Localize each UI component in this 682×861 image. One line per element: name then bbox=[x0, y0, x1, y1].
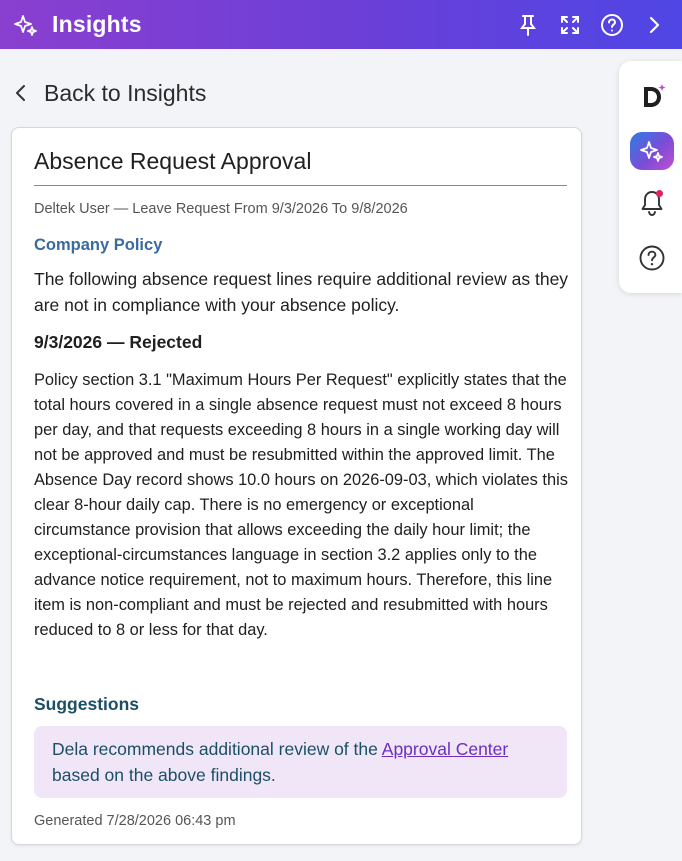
line-status-heading: 9/3/2026 — Rejected bbox=[34, 332, 203, 352]
app-title: Insights bbox=[52, 11, 142, 37]
sparkle-logo-icon bbox=[10, 9, 42, 41]
suggestion-suffix: based on the above findings. bbox=[52, 765, 276, 785]
title-divider bbox=[34, 185, 567, 186]
ai-sparkle-icon[interactable] bbox=[630, 132, 674, 170]
right-rail bbox=[619, 61, 682, 293]
back-to-insights-link[interactable] bbox=[14, 78, 206, 108]
insight-card bbox=[11, 127, 582, 845]
help-icon[interactable] bbox=[630, 238, 674, 278]
deltek-d-icon[interactable] bbox=[630, 77, 674, 117]
expand-icon[interactable] bbox=[556, 11, 584, 39]
help-icon[interactable] bbox=[598, 11, 626, 39]
chevron-right-icon[interactable] bbox=[640, 11, 668, 39]
suggestion-prefix: Dela recommends additional review of the bbox=[52, 739, 382, 759]
generated-timestamp: Generated 7/28/2026 06:43 pm bbox=[34, 813, 236, 829]
approval-center-link[interactable]: Approval Center bbox=[381, 739, 509, 759]
suggestions-heading: Suggestions bbox=[34, 694, 140, 714]
policy-text: The following absence request lines require additional review as they are not in compliance with your absence policy. bbox=[34, 269, 569, 315]
pin-icon[interactable] bbox=[514, 11, 542, 39]
suggestion-box bbox=[34, 726, 567, 798]
line-explanation: Policy section 3.1 "Maximum Hours Per Request" explicitly states that the total hours covered in a single absence request must not exceed 8 hours per day, and that requests exceeding 8 hours in a single working day will not be approved and must be resubmitted within the approved limit. The Absence Day record shows 10.0 hours on 2026-09-03, which violates this clear 8-hour daily cap. There is no emergency or exceptional circumstance provision that allows exceeding the daily hour limit; the exceptional-circumstances language in section 3.2 applies only to the advance notice requirement, not to maximum hours. Therefore, this line item is non-compliant and must be rejected and resubmitted with hours reduced to 8 or less for that day. bbox=[34, 371, 568, 639]
chevron-left-icon bbox=[14, 78, 32, 108]
card-title: Absence Request Approval bbox=[34, 148, 312, 174]
app-header bbox=[0, 0, 682, 49]
header-actions bbox=[514, 0, 668, 49]
policy-heading: Company Policy bbox=[34, 236, 163, 254]
request-meta: Deltek User — Leave Request From 9/3/2026 To 9/8/2026 bbox=[34, 201, 408, 217]
back-link-label: Back to Insights bbox=[44, 79, 207, 106]
notification-bell-icon[interactable] bbox=[630, 183, 674, 223]
